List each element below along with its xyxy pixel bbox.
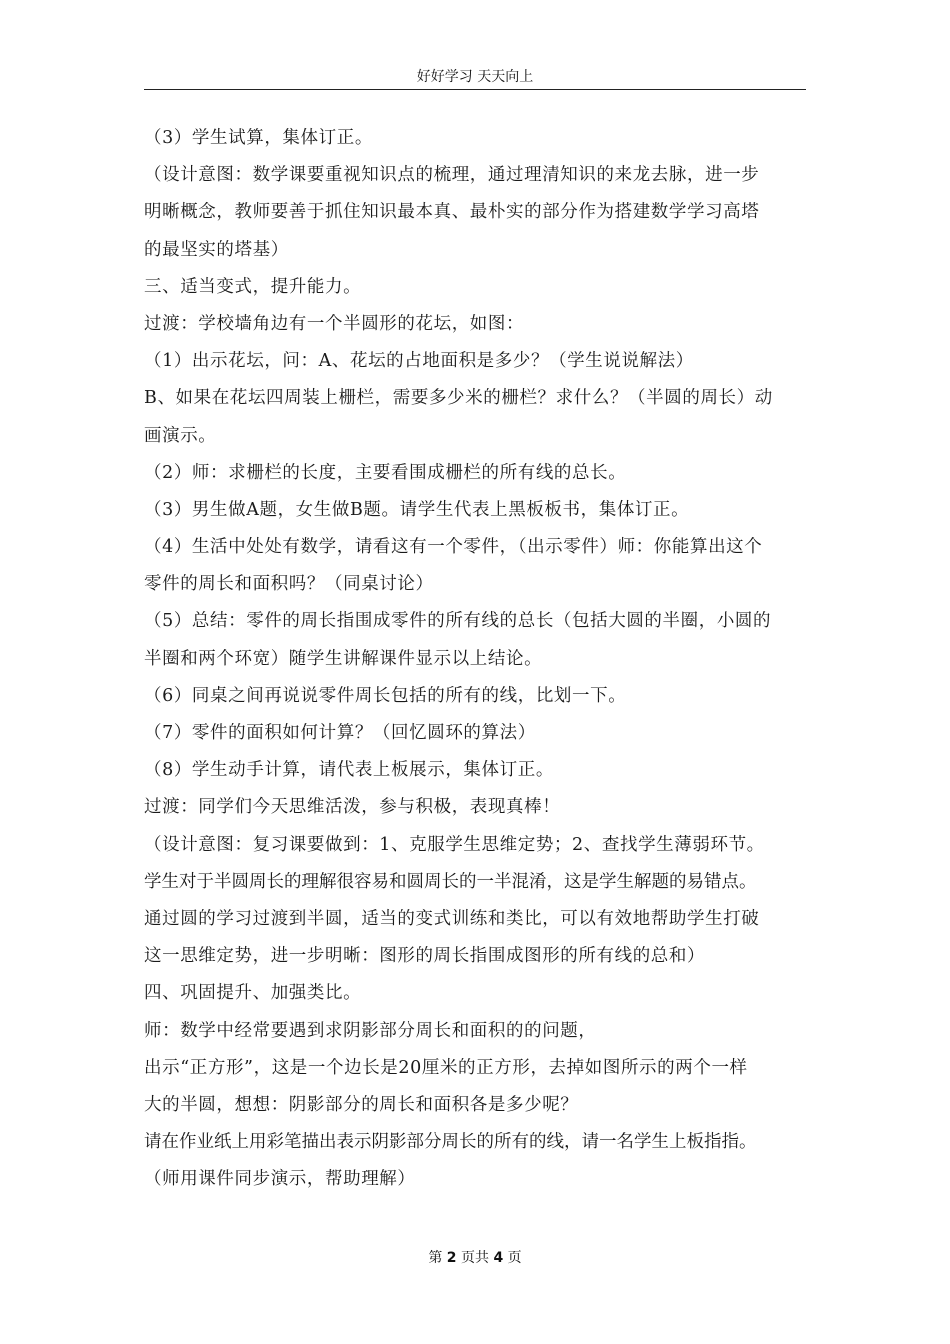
body-line: B、如果在花坛四周装上栅栏，需要多少米的栅栏？求什么？（半圆的周长）动 bbox=[144, 388, 773, 409]
body-line: 零件的周长和面积吗？（同桌讨论） bbox=[144, 574, 434, 595]
body-line: （设计意图：复习课要做到：1、克服学生思维定势；2、查找学生薄弱环节。 bbox=[144, 834, 765, 855]
body-line: （5）总结：零件的周长指围成零件的所有线的总长（包括大圆的半圈，小圆的 bbox=[144, 611, 772, 632]
body-line: 出示“正方形”，这是一个边长是20厘米的正方形，去掉如图所示的两个一样 bbox=[144, 1057, 748, 1078]
footer-page-number: 2 bbox=[446, 1250, 457, 1266]
header-divider bbox=[144, 89, 806, 90]
footer-suffix: 页 bbox=[507, 1250, 522, 1266]
body-line: 学生对于半圆周长的理解很容易和圆周长的一半混淆，这是学生解题的易错点。 bbox=[144, 871, 757, 892]
body-line: 请在作业纸上用彩笔描出表示阴影部分周长的所有的线，请一名学生上板指指。 bbox=[144, 1132, 757, 1153]
body-line: （师用课件同步演示，帮助理解） bbox=[144, 1169, 416, 1190]
body-line: 师：数学中经常要遇到求阴影部分周长和面积的的问题， bbox=[144, 1020, 597, 1041]
body-line: （8）学生动手计算，请代表上板展示，集体订正。 bbox=[144, 760, 554, 781]
body-line: 的最坚实的塔基） bbox=[144, 239, 289, 260]
body-line: 画演示。 bbox=[144, 425, 217, 446]
document-body bbox=[144, 120, 808, 1198]
body-line: 半圈和两个环宽）随学生讲解课件显示以上结论。 bbox=[144, 648, 543, 669]
body-line: 过渡：同学们今天思维活泼，参与积极，表现真棒！ bbox=[144, 797, 561, 818]
body-line: （3）男生做A题，女生做B题。请学生代表上黑板板书，集体订正。 bbox=[144, 499, 690, 520]
body-line: 明晰概念，教师要善于抓住知识最本真、最朴实的部分作为搭建数学学习高塔 bbox=[144, 202, 760, 223]
body-line: 过渡：学校墙角边有一个半圆形的花坛，如图： bbox=[144, 313, 525, 334]
body-line: （3）学生试算，集体订正。 bbox=[144, 128, 373, 148]
footer-middle: 页共 bbox=[461, 1250, 489, 1266]
body-line: （7）零件的面积如何计算？（回忆圆环的算法） bbox=[144, 723, 536, 743]
body-line: （设计意图：数学课要重视知识点的梳理，通过理清知识的来龙去脉，进一步 bbox=[144, 165, 760, 186]
page-footer bbox=[0, 1249, 950, 1267]
footer-total-pages: 4 bbox=[493, 1250, 504, 1266]
body-line: （2）师：求栅栏的长度，主要看围成栅栏的所有线的总长。 bbox=[144, 462, 627, 483]
body-line: （6）同桌之间再说说零件周长包括的所有的线，比划一下。 bbox=[144, 685, 627, 706]
body-line: 通过圆的学习过渡到半圆，适当的变式训练和类比，可以有效地帮助学生打破 bbox=[144, 908, 760, 929]
body-line: 这一思维定势，进一步明晰：图形的周长指围成图形的所有线的总和） bbox=[144, 946, 706, 967]
body-line: （4）生活中处处有数学，请看这有一个零件，（出示零件）师：你能算出这个 bbox=[144, 537, 763, 558]
section-heading: 三、适当变式，提升能力。 bbox=[144, 276, 362, 297]
footer-prefix: 第 bbox=[428, 1250, 443, 1266]
body-line: 大的半圆，想想：阴影部分的周长和面积各是多少呢？ bbox=[144, 1094, 579, 1115]
body-line: （1）出示花坛，问：A、花坛的占地面积是多少？（学生说说解法） bbox=[144, 351, 694, 372]
page-header: 好好学习 天天向上 bbox=[416, 69, 534, 85]
section-heading: 四、巩固提升、加强类比。 bbox=[144, 983, 362, 1004]
